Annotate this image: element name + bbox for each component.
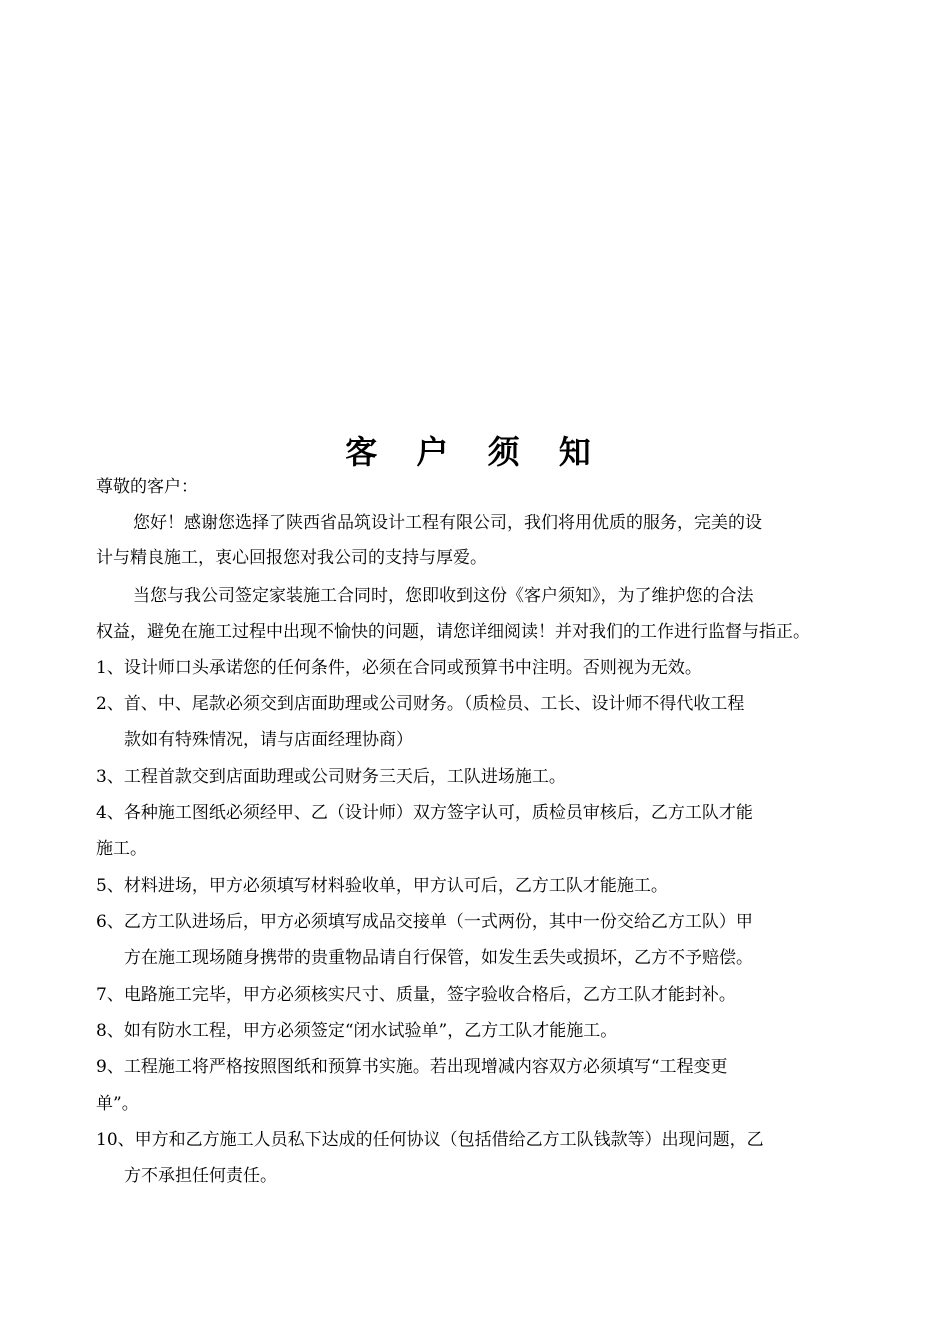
list-item: 3、工程首款交到店面助理或公司财务三天后，工队进场施工。 [96, 767, 566, 787]
list-item: 7、电路施工完毕，甲方必须核实尺寸、质量，签字验收合格后，乙方工队才能封补。 [96, 985, 736, 1005]
list-item-continuation: 款如有特殊情况，请与店面经理协商） [124, 730, 413, 750]
list-item: 1、设计师口头承诺您的任何条件，必须在合同或预算书中注明。否则视为无效。 [96, 658, 702, 678]
intro-line: 计与精良施工，衷心回报您对我公司的支持与厚爱。 [96, 548, 487, 568]
list-item-continuation: 单”。 [96, 1094, 139, 1114]
list-item: 8、如有防水工程，甲方必须签定“闭水试验单”，乙方工队才能施工。 [96, 1021, 618, 1041]
list-item: 9、工程施工将严格按照图纸和预算书实施。若出现增减内容双方必须填写“工程变更 [96, 1057, 728, 1077]
intro-line: 权益，避免在施工过程中出现不愉快的问题，请您详细阅读！并对我们的工作进行监督与指正。 [96, 622, 810, 642]
list-item: 4、各种施工图纸必须经甲、乙（设计师）双方签字认可，质检员审核后，乙方工队才能 [96, 803, 753, 823]
intro-line: 您好！感谢您选择了陕西省品筑设计工程有限公司，我们将用优质的服务，完美的设 [133, 513, 762, 533]
list-item: 2、首、中、尾款必须交到店面助理或公司财务。（质检员、工长、设计师不得代收工程 [96, 694, 745, 714]
salutation: 尊敬的客户： [96, 477, 198, 497]
list-item-continuation: 方在施工现场随身携带的贵重物品请自行保管，如发生丢失或损坏，乙方不予赔偿。 [124, 948, 753, 968]
list-item-continuation: 施工。 [96, 839, 147, 859]
list-item: 5、材料进场，甲方必须填写材料验收单，甲方认可后，乙方工队才能施工。 [96, 876, 668, 896]
list-item: 10、甲方和乙方施工人员私下达成的任何协议（包括借给乙方工队钱款等）出现问题，乙 [96, 1130, 764, 1150]
list-item: 6、乙方工队进场后，甲方必须填写成品交接单（一式两份，其中一份交给乙方工队）甲 [96, 912, 753, 932]
intro-line: 当您与我公司签定家装施工合同时，您即收到这份《客户须知》，为了维护您的合法 [133, 586, 754, 606]
document-title: 客 户 须 知 [345, 433, 605, 471]
list-item-continuation: 方不承担任何责任。 [124, 1166, 277, 1186]
